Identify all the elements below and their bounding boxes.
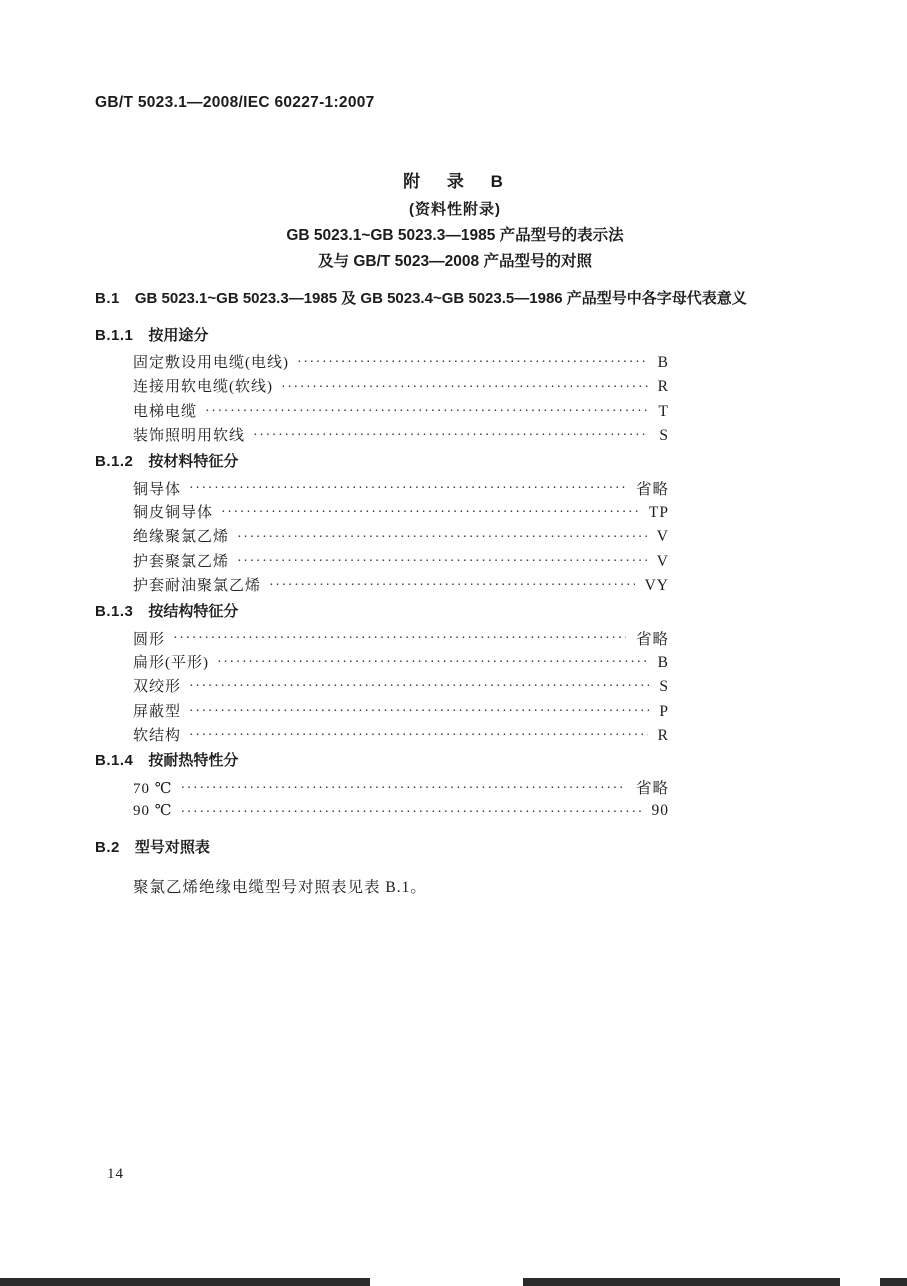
list-item xyxy=(133,627,669,651)
scan-edge-bar xyxy=(0,1278,370,1286)
item-code: P xyxy=(659,702,669,720)
dotted-leader xyxy=(237,554,647,570)
list-item xyxy=(133,550,669,574)
item-code: B xyxy=(657,653,669,671)
item-code: S xyxy=(659,427,669,445)
section-number: B.1.1 xyxy=(95,327,134,344)
item-code: V xyxy=(656,552,669,570)
item-label: 70 ℃ xyxy=(133,781,173,798)
dotted-leader xyxy=(189,704,649,720)
section-heading-b1 xyxy=(95,288,815,309)
section-heading-b13 xyxy=(95,601,815,622)
list-item xyxy=(133,801,669,825)
appendix-heading-line1: GB 5023.1~GB 5023.3—1985 产品型号的表示法 xyxy=(286,227,624,244)
section-heading-b14 xyxy=(95,750,815,771)
list-item xyxy=(133,724,669,748)
list-item xyxy=(133,375,669,399)
item-code: S xyxy=(659,678,669,696)
structure-code-list xyxy=(133,627,669,749)
list-item xyxy=(133,776,669,800)
list-item xyxy=(133,675,669,699)
list-item xyxy=(133,651,669,675)
item-label: 电梯电缆 xyxy=(133,403,198,420)
dotted-leader xyxy=(189,679,649,695)
appendix-heading-line2: 及与 GB/T 5023—2008 产品型号的对照 xyxy=(318,253,592,270)
list-item xyxy=(133,501,669,525)
section-heading-b12 xyxy=(95,451,815,472)
item-label: 圆形 xyxy=(133,631,166,648)
item-label: 护套聚氯乙烯 xyxy=(133,553,230,570)
item-code: VY xyxy=(644,577,669,595)
material-code-list xyxy=(133,477,669,599)
dotted-leader xyxy=(217,655,648,671)
item-label: 铜皮铜导体 xyxy=(133,504,214,521)
b2-paragraph: 聚氯乙烯绝缘电缆型号对照表见表 B.1。 xyxy=(133,879,427,897)
dotted-leader xyxy=(297,355,648,371)
section-number: B.2 xyxy=(95,839,120,857)
item-label: 软结构 xyxy=(133,728,182,745)
section-title: 按结构特征分 xyxy=(148,602,239,620)
item-code: R xyxy=(657,378,669,396)
item-label: 90 ℃ xyxy=(133,802,173,819)
list-item xyxy=(133,477,669,501)
item-code: 省略 xyxy=(635,630,669,648)
dotted-leader xyxy=(173,631,626,647)
item-label: 双绞形 xyxy=(133,679,182,696)
standard-number-header: GB/T 5023.1—2008/IEC 60227-1:2007 xyxy=(95,94,375,111)
item-label: 扁形(平形) xyxy=(133,654,209,671)
dotted-leader xyxy=(205,404,649,420)
dotted-leader xyxy=(189,481,626,497)
item-code: 省略 xyxy=(635,480,669,498)
item-label: 绝缘聚氯乙烯 xyxy=(133,529,230,546)
section-title: 按耐热特性分 xyxy=(148,752,239,770)
item-label: 固定敷设用电缆(电线) xyxy=(133,355,289,371)
section-title: 按用途分 xyxy=(148,327,209,344)
dotted-leader xyxy=(237,530,647,546)
section-number: B.1 xyxy=(95,290,120,307)
section-number: B.1.2 xyxy=(95,452,134,470)
list-item xyxy=(133,574,669,598)
list-item xyxy=(133,400,669,424)
item-code: B xyxy=(657,354,669,371)
list-item xyxy=(133,700,669,724)
dotted-leader xyxy=(181,781,626,797)
dotted-leader xyxy=(281,380,648,396)
section-title: GB 5023.1~GB 5023.3—1985 及 GB 5023.4~GB 5023.5—1986 产品型号中各字母代表意义 xyxy=(134,290,747,307)
dotted-leader xyxy=(181,805,642,821)
item-label: 装饰照明用软线 xyxy=(133,428,246,445)
page-number: 14 xyxy=(107,1166,124,1182)
section-number: B.1.4 xyxy=(95,752,134,770)
section-heading-b2 xyxy=(95,837,815,858)
section-title: 型号对照表 xyxy=(134,839,210,857)
usage-code-list xyxy=(133,351,669,449)
section-heading-b11 xyxy=(95,325,815,346)
item-code: T xyxy=(658,402,669,420)
list-item xyxy=(133,424,669,448)
item-code: R xyxy=(657,727,669,745)
dotted-leader xyxy=(253,428,649,444)
item-label: 铜导体 xyxy=(133,481,182,498)
appendix-title: 附 录 B xyxy=(403,172,507,191)
list-item xyxy=(133,351,669,375)
scan-edge-bar xyxy=(523,1278,840,1286)
section-number: B.1.3 xyxy=(95,602,134,620)
item-label: 连接用软电缆(软线) xyxy=(133,379,273,396)
section-title: 按材料特征分 xyxy=(148,452,239,470)
appendix-title-block xyxy=(95,168,815,275)
appendix-subtitle: (资料性附录) xyxy=(409,201,501,218)
item-code: 90 xyxy=(651,801,669,819)
item-label: 护套耐油聚氯乙烯 xyxy=(133,578,262,595)
document-body xyxy=(95,288,815,897)
item-code: 省略 xyxy=(635,780,669,798)
heat-resistance-code-list xyxy=(133,776,669,825)
dotted-leader xyxy=(269,578,635,594)
scan-edge-bar xyxy=(880,1278,907,1286)
item-code: V xyxy=(656,528,669,546)
dotted-leader xyxy=(189,728,648,744)
dotted-leader xyxy=(221,505,639,521)
list-item xyxy=(133,525,669,549)
item-label: 屏蔽型 xyxy=(133,703,182,720)
item-code: TP xyxy=(648,503,669,521)
